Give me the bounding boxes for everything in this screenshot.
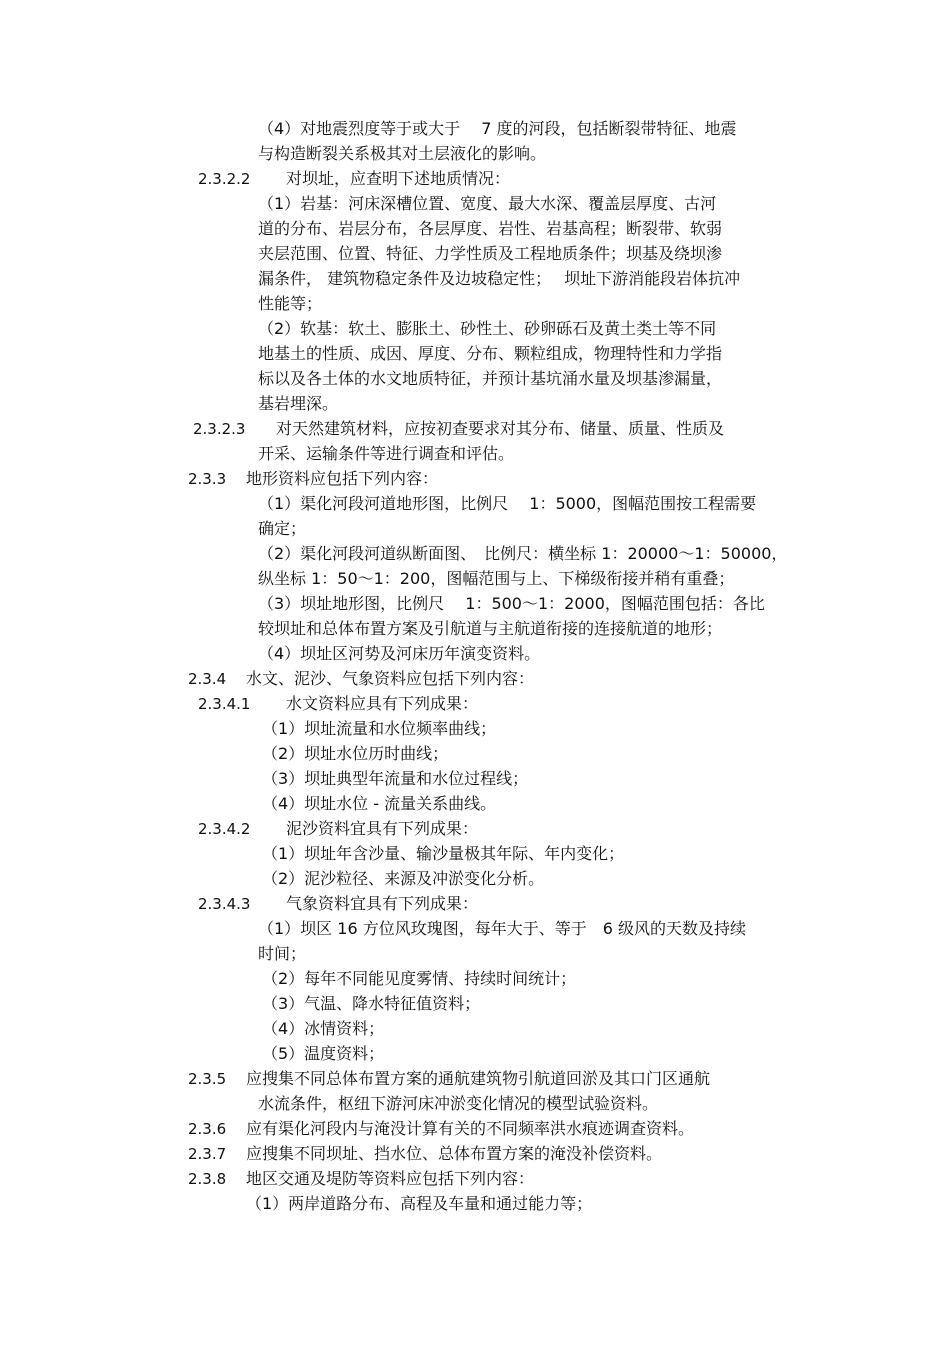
text-line: 道的分布、岩层分布，各层厚度、岩性、岩基高程；断裂带、软弱 xyxy=(258,219,723,238)
text-line: 对天然建筑材料，应按初查要求对其分布、储量、质量、性质及 xyxy=(276,419,725,438)
text-line: 开采、运输条件等进行调查和评估。 xyxy=(258,444,515,463)
text-line: （1）坝址流量和水位频率曲线； xyxy=(262,719,497,738)
text-line: （4）坝址水位 - 流量关系曲线。 xyxy=(262,794,497,813)
text-line: （5）温度资料； xyxy=(262,1044,385,1063)
text-line: （1）两岸道路分布、高程及车量和通过能力等； xyxy=(246,1194,593,1213)
text-line: （1）坝址年含沙量、输沙量极其年际、年内变化； xyxy=(262,844,625,863)
text-line: 应搜集不同总体布置方案的通航建筑物引航道回淤及其口门区通航 xyxy=(246,1069,711,1088)
text-line: 水文资料应具有下列成果： xyxy=(286,694,479,713)
text-line: 夹层范围、位置、特征、力学性质及工程地质条件；坝基及绕坝渗 xyxy=(258,244,723,263)
text-line: （1）岩基：河床深槽位置、宽度、最大水深、覆盖层厚度、古河 xyxy=(258,194,717,213)
text-line: 对坝址，应查明下述地质情况： xyxy=(286,169,511,188)
clause-number: 2.3.2.2 xyxy=(198,170,251,188)
text-line: 气象资料宜具有下列成果： xyxy=(286,894,479,913)
text-line: （4）坝址区河势及河床历年演变资料。 xyxy=(258,644,541,663)
clause-number: 2.3.4.2 xyxy=(198,820,251,838)
clause-number: 2.3.6 xyxy=(188,1120,227,1138)
clause-number: 2.3.2.3 xyxy=(193,420,246,438)
text-line: （2）渠化河段河道纵断面图、 比例尺：横坐标 1：20000～1：50000， xyxy=(258,544,788,563)
text-line: 漏条件， 建筑物稳定条件及边坡稳定性； 坝址下游消能段岩体抗冲 xyxy=(258,269,741,288)
text-line: 与构造断裂关系极其对土层液化的影响。 xyxy=(258,144,547,163)
text-line: 确定； xyxy=(258,519,307,538)
clause-number: 2.3.4.1 xyxy=(198,695,251,713)
text-line: 应搜集不同坝址、挡水位、总体布置方案的淹没补偿资料。 xyxy=(246,1144,663,1163)
text-line: （4）冰情资料； xyxy=(262,1019,385,1038)
text-line: 基岩埋深。 xyxy=(258,394,339,413)
text-line: （1）渠化河段河道地形图，比例尺 1：5000，图幅范围按工程需要 xyxy=(258,494,757,513)
text-line: 应有渠化河段内与淹没计算有关的不同频率洪水痕迹调查资料。 xyxy=(246,1119,695,1138)
text-line: 水文、泥沙、气象资料应包括下列内容： xyxy=(246,669,535,688)
text-line: （3）坝址典型年流量和水位过程线； xyxy=(262,769,529,788)
text-line: （2）泥沙粒径、来源及冲淤变化分析。 xyxy=(262,869,545,888)
text-line: 水流条件，枢纽下游河床冲淤变化情况的模型试验资料。 xyxy=(258,1094,659,1113)
text-line: 泥沙资料宜具有下列成果： xyxy=(286,819,479,838)
clause-number: 2.3.7 xyxy=(188,1145,227,1163)
text-line: （1）坝区 16 方位风玫瑰图，每年大于、等于 6 级风的天数及持续 xyxy=(258,919,746,938)
text-line: （3）坝址地形图，比例尺 1：500～1：2000，图幅范围包括：各比 xyxy=(258,594,765,613)
clause-number: 2.3.5 xyxy=(188,1070,227,1088)
clause-number: 2.3.8 xyxy=(188,1170,227,1188)
text-line: 纵坐标 1：50～1：200，图幅范围与上、下梯级衔接并稍有重叠； xyxy=(258,569,735,588)
clause-number: 2.3.4.3 xyxy=(198,895,251,913)
text-line: 地基土的性质、成因、厚度、分布、颗粒组成，物理特性和力学指 xyxy=(258,344,723,363)
text-line: （3）气温、降水特征值资料； xyxy=(262,994,481,1013)
text-line: （2）坝址水位历时曲线； xyxy=(262,744,449,763)
text-line: （2）软基：软土、膨胀土、砂性土、砂卵砾石及黄土类土等不同 xyxy=(258,319,717,338)
text-line: 时间； xyxy=(258,944,307,963)
clause-number: 2.3.4 xyxy=(188,670,227,688)
clause-number: 2.3.3 xyxy=(188,470,227,488)
text-line: 标以及各土体的水文地质特征，并预计基坑涌水量及坝基渗漏量， xyxy=(258,369,723,388)
text-line: （2）每年不同能见度雾情、持续时间统计； xyxy=(262,969,577,988)
text-line: 地形资料应包括下列内容： xyxy=(246,469,439,488)
text-line: 较坝址和总体布置方案及引航道与主航道衔接的连接航道的地形； xyxy=(258,619,723,638)
text-line: 性能等； xyxy=(258,294,323,313)
text-line: （4）对地震烈度等于或大于 7 度的河段，包括断裂带特征、地震 xyxy=(258,119,737,138)
text-line: 地区交通及堤防等资料应包括下列内容： xyxy=(246,1169,535,1188)
